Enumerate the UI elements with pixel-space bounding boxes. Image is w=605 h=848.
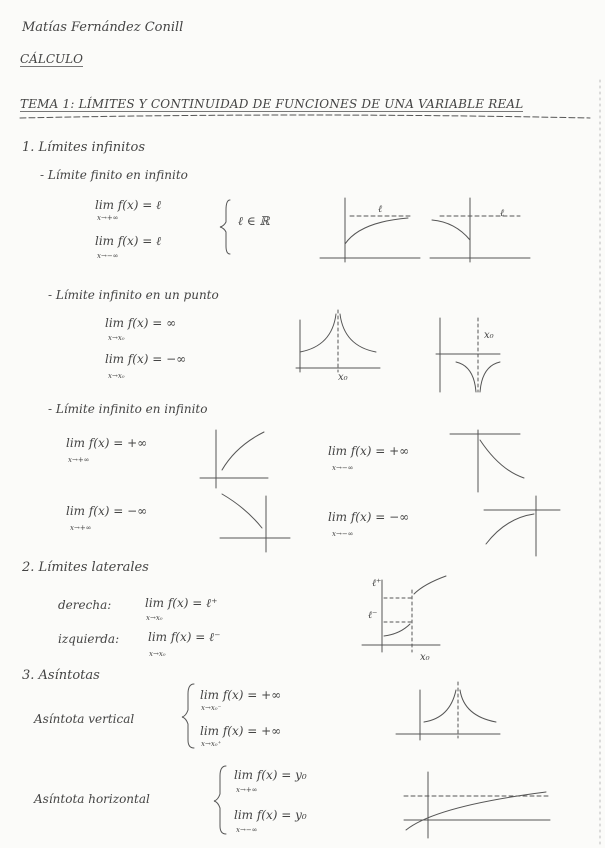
horizontal-formula-2: lim f(x) = y₀ [234, 808, 307, 822]
sub1-condition: ℓ ∈ ℝ [238, 214, 270, 228]
section-2-title: 2. Límites laterales [22, 560, 149, 575]
vertical-brace [182, 684, 194, 748]
sub3-formula-2-sub: x→+∞ [70, 524, 92, 532]
tema-title: TEMA 1: LÍMITES Y CONTINUIDAD DE FUNCIONES DE UNA VARIABLE REAL [20, 97, 524, 111]
horizontal-brace [214, 766, 226, 834]
lateral-graph-l-plus: ℓ⁺ [372, 578, 382, 589]
sub2-formula-1: lim f(x) = ∞ [105, 316, 177, 330]
sub3-formula-4-sub: x→−∞ [332, 530, 354, 538]
horizontal-formula-1: lim f(x) = y₀ [234, 768, 307, 782]
lateral-graph-l-minus: ℓ⁻ [368, 610, 378, 621]
sub3-graph-4 [484, 496, 560, 556]
vertical-formula-2-sub: x→x₀⁺ [201, 740, 222, 748]
lateral-graph-x0: x₀ [420, 652, 430, 663]
sub1-formula-2: lim f(x) = ℓ [95, 234, 162, 248]
sub1-title: - Límite finito en infinito [40, 168, 188, 182]
sub2-formula-1-sub: x→x₀ [108, 334, 125, 342]
sub3-title: - Límite infinito en infinito [48, 402, 208, 416]
sub1-graph-2 [430, 198, 530, 262]
left-limit-label: izquierda: [58, 632, 120, 646]
vertical-formula-1-sub: x→x₀⁻ [201, 704, 222, 712]
sub2-formula-2-sub: x→x₀ [108, 372, 125, 380]
vertical-formula-2: lim f(x) = +∞ [200, 724, 282, 738]
vertical-formula-1: lim f(x) = +∞ [200, 688, 282, 702]
right-limit-label: derecha: [58, 598, 112, 612]
sub3-formula-4: lim f(x) = −∞ [328, 510, 410, 524]
subject-title: CÁLCULO [20, 52, 83, 66]
sub1-graph-label-2: ℓ [500, 208, 505, 219]
horizontal-formula-1-sub: x→+∞ [236, 786, 258, 794]
sub3-formula-1: lim f(x) = +∞ [66, 436, 148, 450]
sub3-formula-3: lim f(x) = +∞ [328, 444, 410, 458]
horizontal-asymptote-graph [404, 772, 550, 838]
sub3-graph-1 [200, 430, 268, 488]
vertical-asymptote-graph [396, 682, 500, 740]
sub1-brace [220, 200, 230, 254]
sub2-graph-1 [296, 310, 380, 372]
lateral-limits-graph [362, 576, 446, 652]
left-limit-sub: x→x₀ [149, 650, 166, 658]
section-3-title: 3. Asíntotas [22, 668, 100, 683]
right-limit-sub: x→x₀ [146, 614, 163, 622]
sub3-formula-3-sub: x→−∞ [332, 464, 354, 472]
sub2-graph-label-2: x₀ [484, 330, 494, 341]
sub2-graph-2 [436, 318, 500, 392]
vertical-asymptote-label: Asíntota vertical [34, 712, 135, 726]
sub3-formula-2: lim f(x) = −∞ [66, 504, 148, 518]
sub2-graph-label-1: x₀ [338, 372, 348, 383]
author-name: Matías Fernández Conill [22, 20, 184, 35]
tema-underline [20, 115, 590, 118]
sub2-formula-2: lim f(x) = −∞ [105, 352, 187, 366]
sub3-graph-3 [220, 494, 290, 552]
sub3-graph-2 [450, 430, 524, 492]
sub1-graph-label-1: ℓ [378, 204, 383, 215]
horizontal-formula-2-sub: x→−∞ [236, 826, 258, 834]
horizontal-asymptote-label: Asíntota horizontal [34, 792, 150, 806]
sub2-title: - Límite infinito en un punto [48, 288, 219, 302]
sub1-formula-1: lim f(x) = ℓ [95, 198, 162, 212]
sub3-formula-1-sub: x→+∞ [68, 456, 90, 464]
left-limit-formula: lim f(x) = ℓ⁻ [148, 630, 221, 644]
sub1-formula-1-sub: x→+∞ [97, 214, 119, 222]
sub1-graph-1 [320, 198, 420, 262]
sub1-formula-2-sub: x→−∞ [97, 252, 119, 260]
right-limit-formula: lim f(x) = ℓ⁺ [145, 596, 218, 610]
section-1-title: 1. Límites infinitos [22, 140, 145, 155]
